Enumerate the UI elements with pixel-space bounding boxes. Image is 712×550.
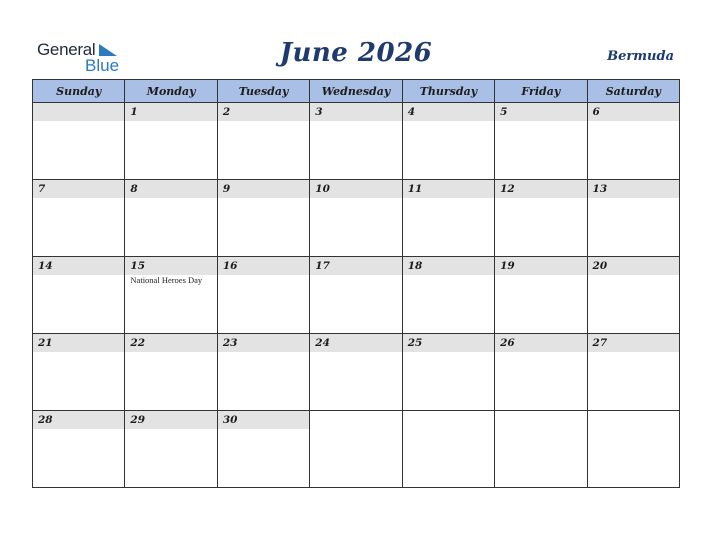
- empty-day-cell: [495, 411, 587, 488]
- day-cell-9: [217, 180, 309, 257]
- logo-text-general: General: [37, 40, 96, 59]
- day-number: 22: [130, 337, 146, 349]
- day-number: 12: [500, 183, 515, 195]
- day-number: 30: [222, 414, 238, 426]
- day-number-bar: [588, 257, 679, 275]
- day-cell-19: [495, 257, 587, 334]
- day-cell-16: [217, 257, 309, 334]
- day-number: 15: [130, 260, 146, 272]
- day-number: 1: [130, 106, 138, 118]
- day-number: 20: [592, 260, 608, 272]
- day-number-bar: [495, 334, 586, 352]
- day-number-bar: [218, 334, 309, 352]
- day-number: 18: [407, 260, 423, 272]
- calendar-grid: [32, 79, 680, 488]
- day-cell-25: [402, 334, 494, 411]
- day-number-bar: [310, 334, 401, 352]
- empty-day-cell: [310, 411, 402, 488]
- day-number-bar: [588, 334, 679, 352]
- day-cell-6: [587, 103, 679, 180]
- day-number: 21: [38, 337, 53, 349]
- day-number: 7: [38, 183, 46, 195]
- day-number: 23: [222, 337, 238, 349]
- day-cell-26: [495, 334, 587, 411]
- day-cell-11: [402, 180, 494, 257]
- day-number: 11: [407, 183, 423, 195]
- day-number: 10: [315, 183, 330, 195]
- day-number: 6: [592, 106, 600, 118]
- day-cell-29: [125, 411, 217, 488]
- weekday-friday: Friday: [495, 80, 587, 103]
- day-number: 19: [500, 260, 515, 272]
- day-number-bar: [33, 103, 124, 121]
- day-number-bar: [403, 411, 494, 429]
- week-row: [33, 257, 680, 334]
- day-number-bar: [33, 334, 124, 352]
- logo-text-blue: Blue: [85, 56, 120, 75]
- weekday-saturday: Saturday: [587, 80, 679, 103]
- day-number-bar: [403, 334, 494, 352]
- day-number: 16: [222, 260, 238, 272]
- day-number-bar: [403, 180, 494, 198]
- day-number-bar: [495, 180, 586, 198]
- day-number: 26: [500, 337, 515, 349]
- day-number: 9: [222, 183, 231, 195]
- day-number-bar: [125, 257, 216, 275]
- weekday-thursday: Thursday: [402, 80, 494, 103]
- weekday-monday: Monday: [125, 80, 217, 103]
- country-label: Bermuda: [607, 49, 674, 64]
- day-number: 25: [407, 337, 423, 349]
- day-number: 27: [592, 337, 608, 349]
- week-row: [33, 180, 680, 257]
- day-number-bar: [588, 411, 679, 429]
- day-number: 13: [592, 183, 608, 195]
- day-number-bar: [218, 180, 309, 198]
- day-number: 24: [315, 337, 330, 349]
- day-number-bar: [125, 103, 216, 121]
- day-cell-4: [402, 103, 494, 180]
- day-number: 5: [500, 106, 508, 118]
- day-number-bar: [403, 103, 494, 121]
- day-number-bar: [310, 411, 401, 429]
- day-number-bar: [310, 103, 401, 121]
- day-number: 29: [130, 414, 146, 426]
- weekday-wednesday: Wednesday: [310, 80, 402, 103]
- day-number-bar: [495, 103, 586, 121]
- day-number-bar: [218, 411, 309, 429]
- day-cell-8: [125, 180, 217, 257]
- day-number-bar: [310, 180, 401, 198]
- empty-day-cell: [33, 103, 125, 180]
- day-number: 14: [38, 260, 53, 272]
- day-cell-15: [125, 257, 217, 334]
- weekday-tuesday: Tuesday: [217, 80, 309, 103]
- day-cell-5: [495, 103, 587, 180]
- day-cell-7: [33, 180, 125, 257]
- day-number-bar: [125, 334, 216, 352]
- week-row: [33, 411, 680, 488]
- day-number-bar: [403, 257, 494, 275]
- day-cell-3: [310, 103, 402, 180]
- week-row: [33, 103, 680, 180]
- day-number: 17: [315, 260, 330, 272]
- day-number: 2: [222, 106, 231, 118]
- calendar-title: June 2026: [279, 38, 433, 68]
- day-cell-17: [310, 257, 402, 334]
- day-number-bar: [218, 257, 309, 275]
- day-cell-23: [217, 334, 309, 411]
- day-cell-1: [125, 103, 217, 180]
- weekday-sunday: Sunday: [33, 80, 125, 103]
- day-number-bar: [125, 411, 216, 429]
- empty-day-cell: [587, 411, 679, 488]
- day-number-bar: [310, 257, 401, 275]
- day-number-bar: [33, 411, 124, 429]
- day-number-bar: [33, 257, 124, 275]
- day-number: 8: [130, 183, 138, 195]
- day-number-bar: [588, 103, 679, 121]
- day-cell-21: [33, 334, 125, 411]
- day-cell-14: [33, 257, 125, 334]
- day-cell-28: [33, 411, 125, 488]
- day-cell-27: [587, 334, 679, 411]
- day-number-bar: [495, 257, 586, 275]
- day-number: 4: [407, 106, 415, 118]
- day-cell-12: [495, 180, 587, 257]
- day-cell-20: [587, 257, 679, 334]
- day-number: 3: [315, 106, 323, 118]
- holiday-label: National Heroes Day: [130, 275, 203, 285]
- day-cell-30: [217, 411, 309, 488]
- day-number-bar: [495, 411, 586, 429]
- day-cell-2: [217, 103, 309, 180]
- day-cell-18: [402, 257, 494, 334]
- day-cell-22: [125, 334, 217, 411]
- day-number-bar: [33, 180, 124, 198]
- week-row: [33, 334, 680, 411]
- weekday-header-row: [33, 80, 680, 103]
- day-number: 28: [38, 414, 53, 426]
- day-cell-24: [310, 334, 402, 411]
- day-number-bar: [588, 180, 679, 198]
- day-number-bar: [125, 180, 216, 198]
- empty-day-cell: [402, 411, 494, 488]
- day-cell-10: [310, 180, 402, 257]
- day-number-bar: [218, 103, 309, 121]
- day-cell-13: [587, 180, 679, 257]
